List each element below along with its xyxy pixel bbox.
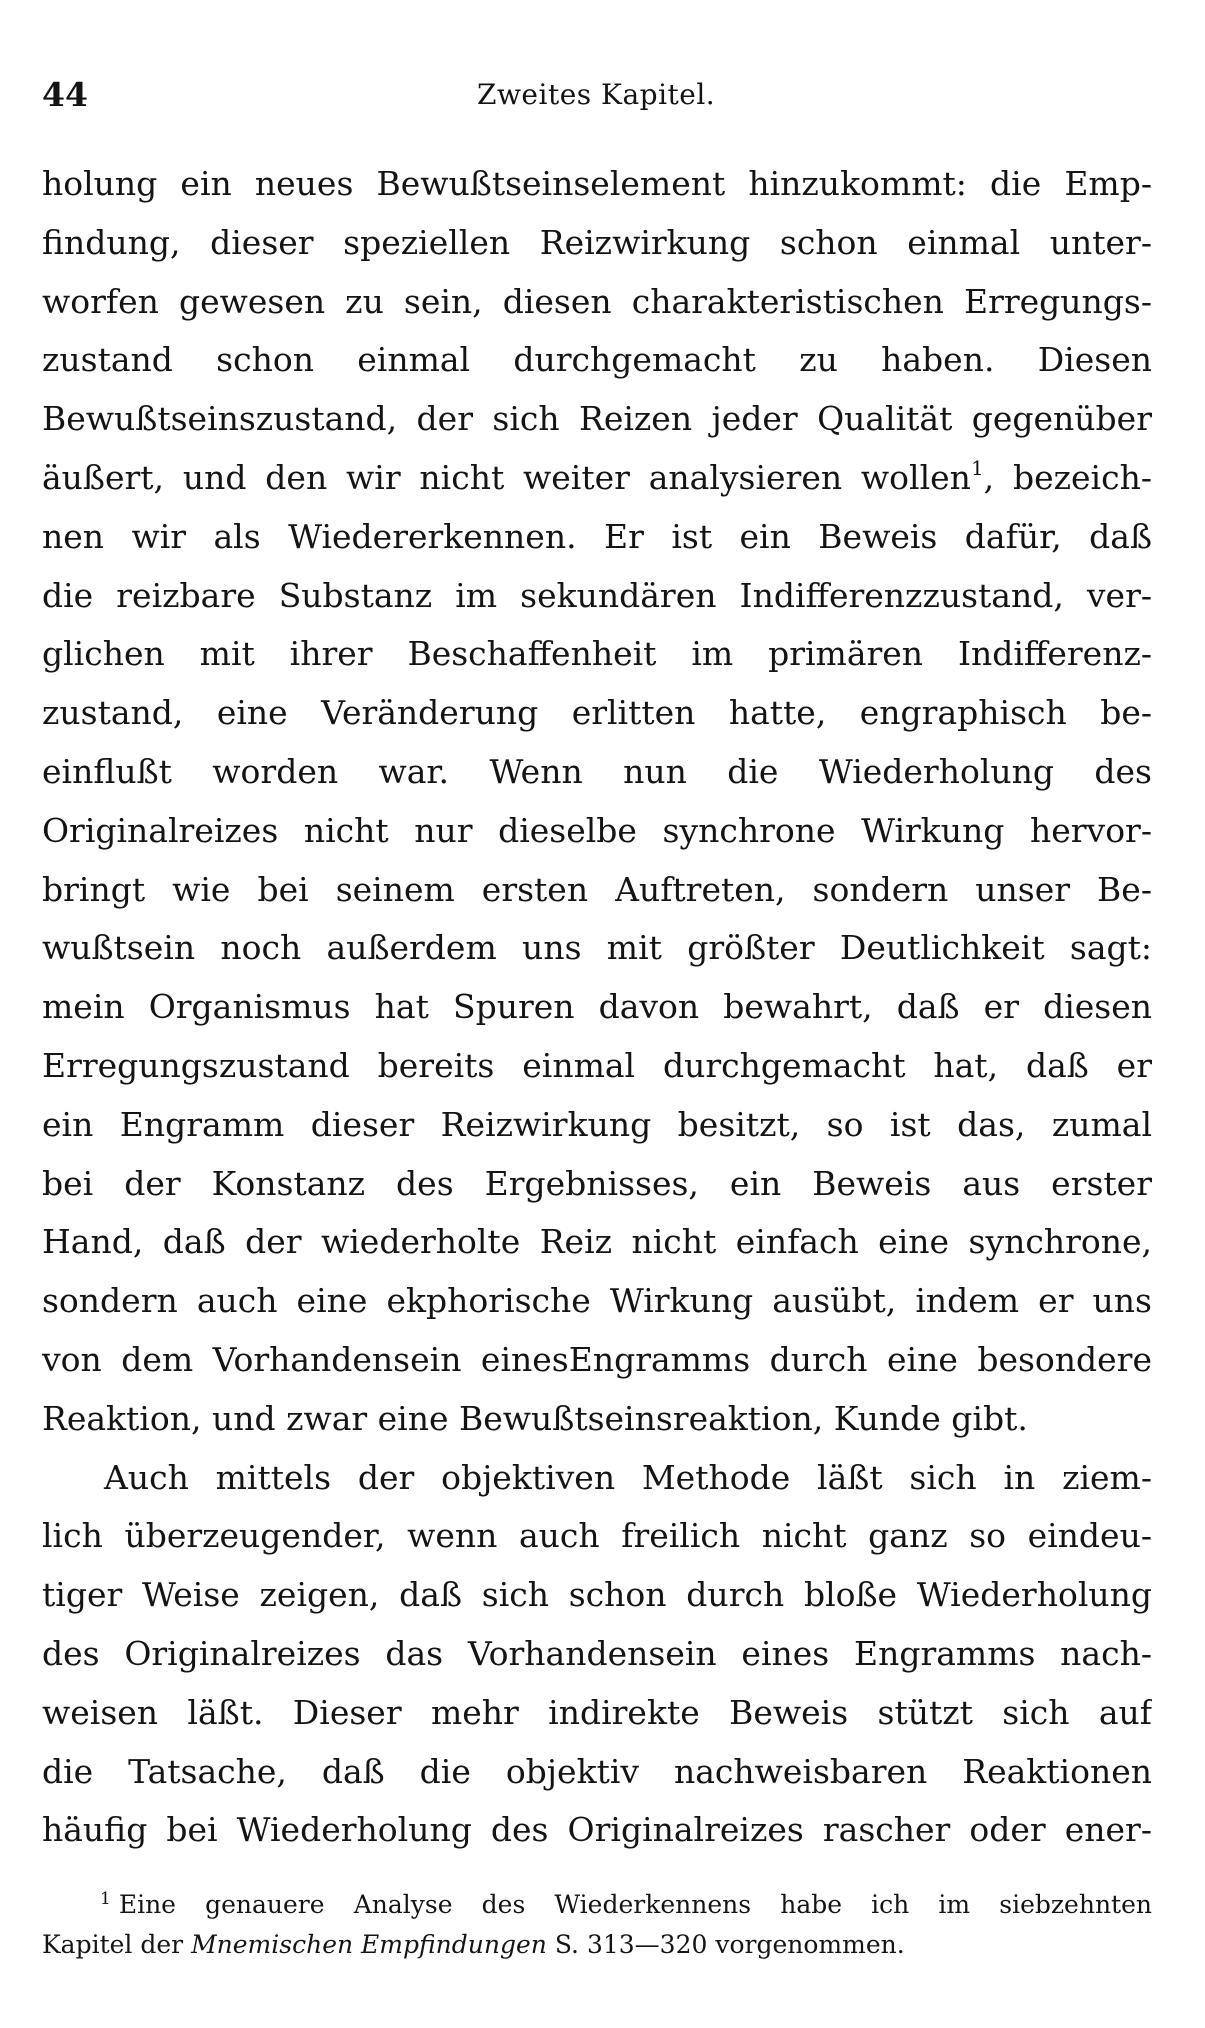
page-header (42, 70, 1152, 130)
text-line: findung, dieser speziellen Reizwirkung schon einmal unter- (42, 222, 1152, 262)
footnote-line (42, 1925, 1152, 1965)
text-line: Auch mittels der objektiven Methode läßt sich in ziem- (104, 1457, 1152, 1497)
footnote-text: S. 313—320 vorgenommen. (546, 1930, 905, 1959)
footnote-text: Eine genauere Analyse des Wiederkennens habe ich im siebzehnten (118, 1890, 1152, 1919)
text-line: tiger Weise zeigen, daß sich schon durch bloße Wiederholung (42, 1575, 1152, 1615)
text-line-with-footnote-ref (42, 449, 1152, 508)
text-line: holung ein neues Bewußtseinselement hinzukommt: die Emp- (42, 164, 1152, 203)
text-line: sondern auch eine ekphorische Wirkung ausübt, indem er uns (42, 1281, 1152, 1321)
text-line: Erregungszustand bereits einmal durchgemacht hat, daß er (42, 1045, 1152, 1085)
text-line: bei der Konstanz des Ergebnisses, ein Beweis aus erster (42, 1163, 1152, 1203)
running-head: Zweites Kapitel. (477, 78, 716, 111)
page-number: 44 (42, 75, 88, 114)
text-line: die Tatsache, daß die objektiv nachweisbaren Reaktionen (42, 1751, 1152, 1791)
text-line: die reizbare Substanz im sekundären Indifferenzzustand, ver- (42, 575, 1152, 615)
footnote-mark: 1 (100, 1889, 111, 1909)
body-text (42, 155, 1152, 1860)
text-line: Originalreizes nicht nur dieselbe synchrone Wirkung hervor- (42, 810, 1152, 850)
footnote-text: Kapitel der (42, 1930, 192, 1959)
text-line: zustand, eine Veränderung erlitten hatte, engraphisch be- (42, 693, 1152, 733)
text-line: zustand schon einmal durchgemacht zu haben. Diesen (42, 340, 1152, 380)
text-line: worfen gewesen zu sein, diesen charakteristischen Erregungs- (42, 281, 1152, 321)
book-title: Mnemischen Empfindungen (191, 1930, 547, 1959)
text-line: wußtsein noch außerdem uns mit größter Deutlichkeit sagt: (42, 928, 1152, 968)
text-line: glichen mit ihrer Beschaffenheit im primären Indifferenz- (42, 634, 1152, 674)
text-line: Hand, daß der wiederholte Reiz nicht einfach eine synchrone, (42, 1222, 1152, 1262)
footnote-line (42, 1885, 1152, 1925)
text-line: weisen läßt. Dieser mehr indirekte Beweis stützt sich auf (42, 1692, 1152, 1732)
text-fragment: , bezeich- (983, 457, 1152, 497)
text-fragment: äußert, und den wir nicht weiter analysieren wollen (42, 457, 971, 497)
text-line: Reaktion, und zwar eine Bewußtseinsreaktion, Kunde gibt. (42, 1398, 1028, 1438)
text-line: des Originalreizes das Vorhandensein eines Engramms nach- (42, 1633, 1152, 1673)
text-line: von dem Vorhandensein einesEngramms durch eine besondere (42, 1339, 1152, 1379)
text-line: ein Engramm dieser Reizwirkung besitzt, so ist das, zumal (42, 1104, 1152, 1144)
footnote-reference: 1 (970, 455, 984, 480)
text-line: Bewußtseinszustand, der sich Reizen jeder Qualität gegenüber (42, 399, 1152, 439)
text-line: lich überzeugender, wenn auch freilich nicht ganz so eindeu- (42, 1516, 1152, 1556)
text-line: einflußt worden war. Wenn nun die Wiederholung des (42, 751, 1152, 791)
text-line: mein Organismus hat Spuren davon bewahrt, daß er diesen (42, 987, 1152, 1027)
text-line: nen wir als Wiedererkennen. Er ist ein Beweis dafür, daß (42, 516, 1152, 556)
footnote (42, 1885, 1152, 1965)
text-line: häufig bei Wiederholung des Originalreizes rascher oder ener- (42, 1810, 1152, 1850)
text-line: bringt wie bei seinem ersten Auftreten, sondern unser Be- (42, 869, 1152, 909)
